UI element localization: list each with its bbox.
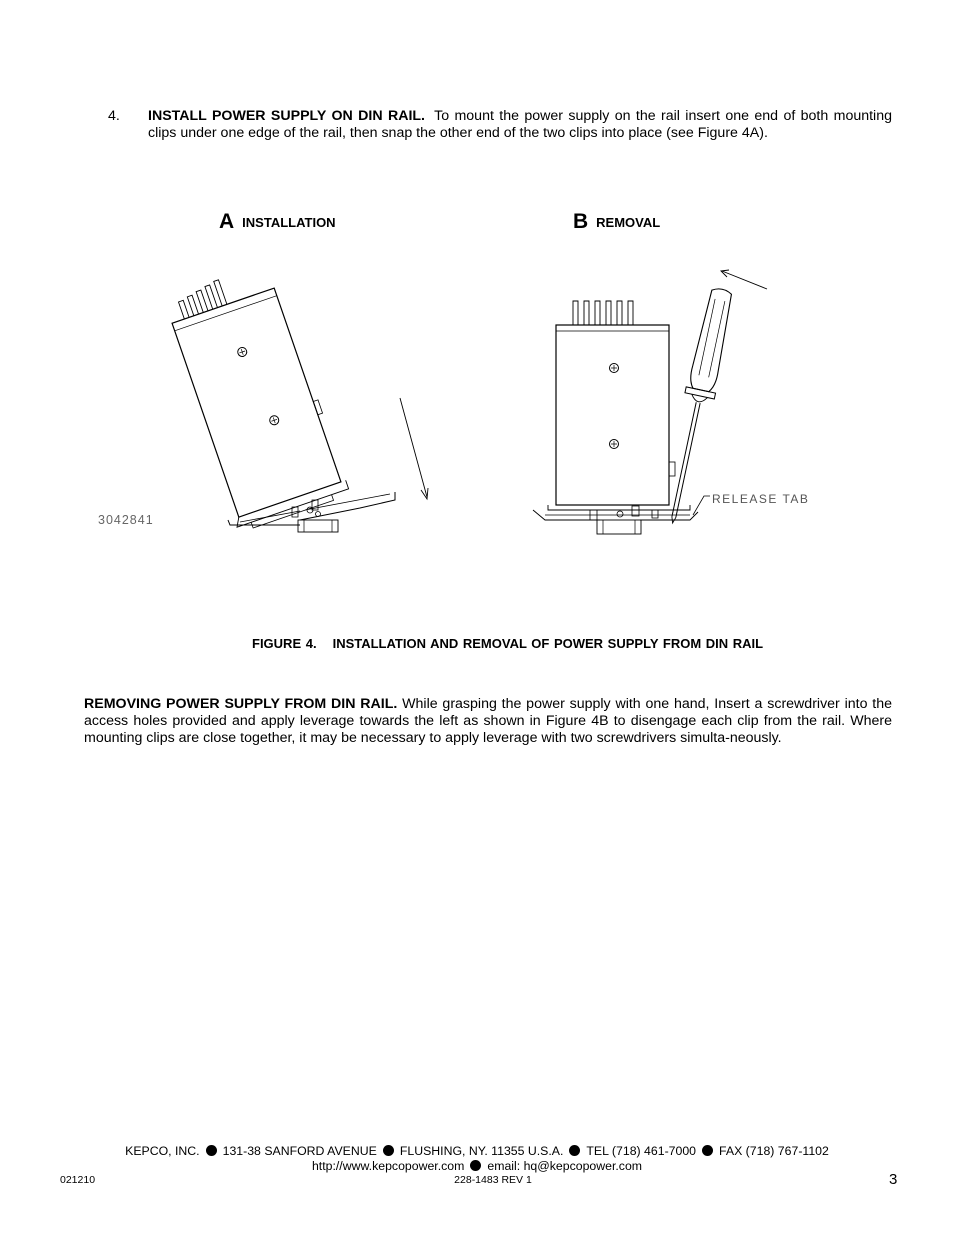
panel-a-letter: A	[219, 210, 235, 233]
footer-company: KEPCO, INC.	[125, 1144, 200, 1158]
din-rail-b	[597, 520, 641, 534]
bullet-icon	[569, 1145, 580, 1156]
footer-address: 131-38 SANFORD AVENUE	[222, 1144, 377, 1158]
step-text: To mount the power supply on the rail insert one end of both mounting clips under one edge of the rail, then snap the other end of the two clips into place (see Figure 4A).	[148, 108, 892, 141]
footer-city: FLUSHING, NY. 11355 U.S.A.	[399, 1144, 564, 1158]
bullet-icon	[383, 1145, 394, 1156]
bullet-icon	[702, 1145, 713, 1156]
removal-paragraph	[84, 696, 892, 747]
footer-fax: FAX (718) 767-1102	[719, 1144, 829, 1158]
release-tab-leader	[693, 496, 710, 515]
installation-drawing	[159, 262, 428, 533]
step-number: 4.	[108, 108, 120, 124]
footer-doc-number: 228-1483 REV 1	[454, 1174, 532, 1186]
power-supply-body-a	[172, 288, 341, 517]
bullet-icon	[206, 1145, 217, 1156]
install-direction-arrow	[400, 398, 427, 497]
page-number: 3	[889, 1171, 898, 1188]
mounting-clip-b	[548, 505, 690, 510]
terminal-block-b	[573, 301, 633, 325]
bullet-icon	[470, 1160, 481, 1171]
footer-contact-line	[0, 1159, 954, 1173]
caption-title: INSTALLATION AND REMOVAL OF POWER SUPPLY FROM DIN RAIL	[332, 636, 764, 651]
footer-tel: TEL (718) 461-7000	[586, 1144, 697, 1158]
release-tab-label: RELEASE TAB	[712, 492, 810, 506]
panel-b-label: REMOVAL	[596, 215, 661, 230]
figure-caption	[252, 636, 763, 651]
removal-heading: REMOVING POWER SUPPLY FROM DIN RAIL.	[84, 696, 398, 712]
footer-email[interactable]: email: hq@kepcopower.com	[487, 1159, 643, 1173]
power-supply-body-b	[556, 325, 669, 505]
panel-b-letter: B	[573, 210, 589, 233]
footer-address-line	[0, 1144, 954, 1158]
step-heading: INSTALL POWER SUPPLY ON DIN RAIL.	[148, 108, 425, 124]
footer-website[interactable]: http://www.kepcopower.com	[311, 1159, 465, 1173]
leverage-direction-arrow	[722, 271, 767, 289]
drawing-number: 3042841	[98, 513, 154, 527]
removal-text: While grasping the power supply with one hand, Insert a screwdriver into the access holes provided and apply leverage towards the left as shown in Figure 4B to disengage each clip from the rail. Where mounting clips are close together, it may be necessary to apply leverage with two screwdrivers simulta-neously.	[84, 696, 892, 746]
screwdriver-icon	[658, 286, 737, 526]
caption-number: FIGURE 4.	[252, 636, 317, 651]
footer-date-code: 021210	[60, 1174, 96, 1186]
panel-a-label: INSTALLATION	[242, 215, 336, 230]
